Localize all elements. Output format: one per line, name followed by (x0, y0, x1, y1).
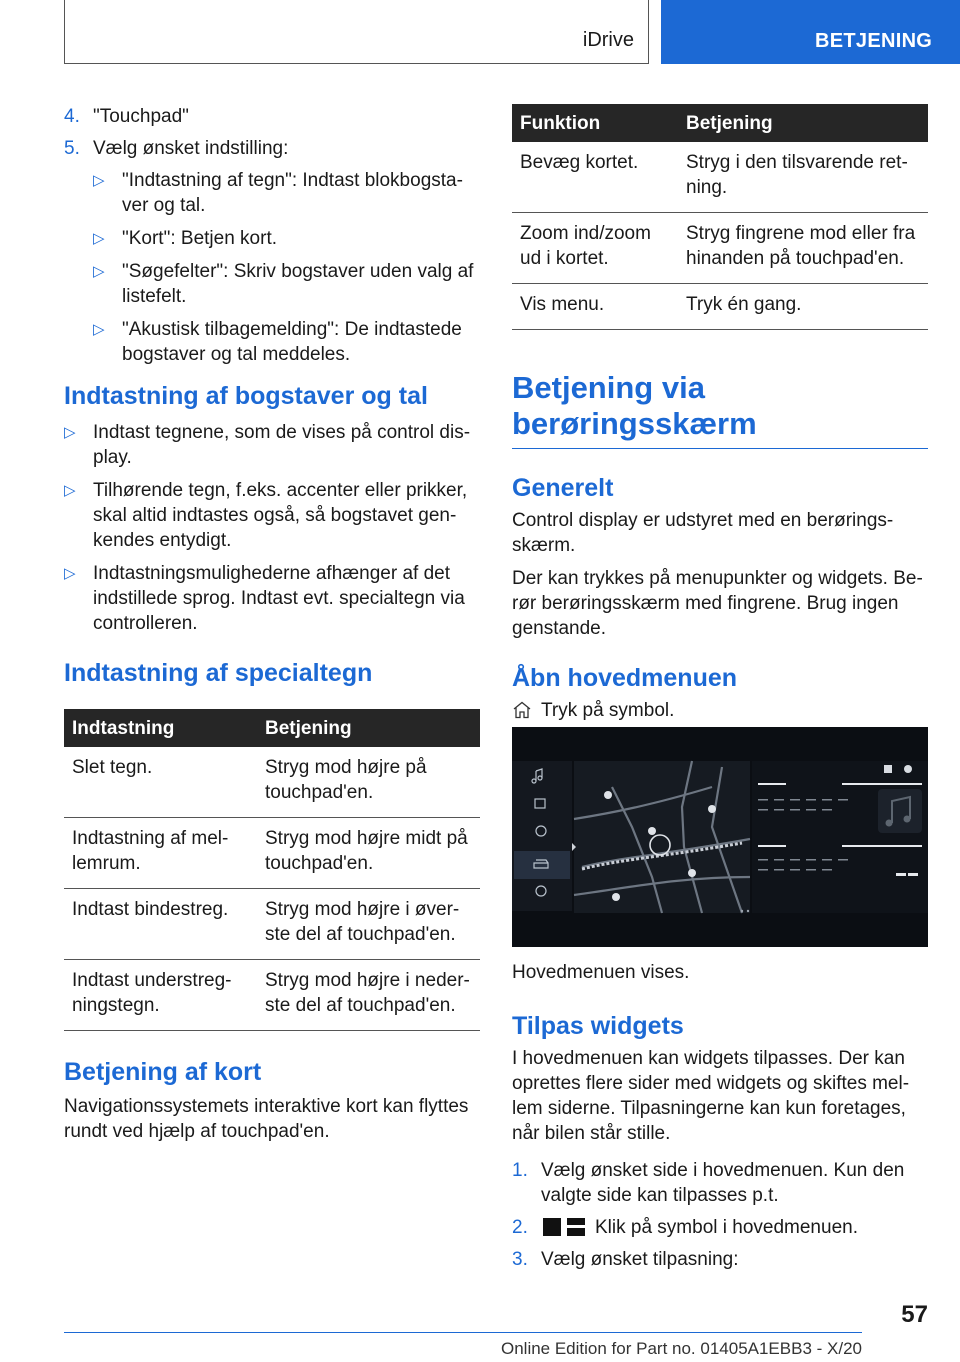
table-row: Slet tegn. Stryg mod højre på touchpad'en. (64, 747, 480, 818)
table-row: Indtast bindestreg. Stryg mod højre i øver‐ste del af touchpad'en. (64, 889, 480, 960)
special-table (64, 709, 480, 1031)
step5-options (64, 168, 480, 367)
step-text: Klik på symbol i hovedmenuen. (595, 1217, 858, 1238)
header-box (64, 0, 649, 64)
triangle-bullet-icon: ▷ (93, 263, 105, 280)
step-item (512, 1215, 928, 1240)
step-item (64, 136, 480, 161)
table-header-row (64, 709, 480, 747)
widgets-heading: Tilpas widgets (512, 1012, 684, 1040)
footer-rule (64, 1332, 862, 1333)
list-item: ▷ "Akustisk tilbagemelding": De indtastede bogstaver og tal meddeles. (93, 319, 462, 365)
home-icon (512, 701, 532, 719)
left-column (64, 104, 480, 1144)
general-paragraph-1: Control display er udstyret med en berørings‐skærm. (512, 510, 894, 556)
list-item: ▷ Indtast tegnene, som de vises på control dis‐play. (64, 422, 471, 468)
function-table (512, 104, 928, 330)
step-number: 3. (512, 1249, 528, 1270)
list-item: ▷ Tilhørende tegn, f.eks. accenter eller prikker, skal altid indtastes også, så bogstavet gen‐kendes entydigt. (64, 480, 468, 551)
step-item (512, 1247, 928, 1272)
step-item (64, 104, 480, 129)
right-column-lower (512, 960, 928, 1279)
chapter-tab (661, 0, 960, 64)
step-text: Vælg ønsket tilpasning: (541, 1249, 739, 1270)
triangle-bullet-icon: ▷ (93, 172, 105, 189)
open-menu-instruction (512, 698, 928, 723)
list-item: ▷ "Søgefelter": Skriv bogstaver uden valg af listefelt. (93, 261, 474, 307)
page-number: 57 (901, 1301, 928, 1328)
step-item (512, 1158, 928, 1208)
table-row: Indtast understreg‐ningstegn. Stryg mod højre i neder‐ste del af touchpad'en. (64, 960, 480, 1031)
widget-layout-icon (541, 1216, 587, 1236)
table-row: Bevæg kortet. Stryg i den tilsvarende ret‐ning. (512, 142, 928, 213)
map-heading: Betjening af kort (64, 1058, 262, 1086)
step-text: "Touchpad" (93, 106, 189, 127)
map-text: Navigationssystemets interaktive kort kan flyttes rundt ved hjælp af touchpad'en. (64, 1096, 469, 1142)
triangle-bullet-icon: ▷ (93, 230, 105, 247)
main-menu-screenshot (512, 727, 928, 947)
table-row: Indtastning af mel‐lemrum. Stryg mod højre midt på touchpad'en. (64, 818, 480, 889)
main-menu-illustration (512, 727, 928, 947)
table-row: Vis menu. Tryk én gang. (512, 284, 928, 330)
right-column (512, 104, 928, 723)
letters-heading: Indtastning af bogstaver og tal (64, 382, 428, 410)
table-header: Indtastning (64, 709, 257, 747)
chapter-title: BETJENING (815, 30, 933, 52)
step-number: 1. (512, 1160, 528, 1181)
table-header: Betjening (678, 104, 928, 142)
list-item: ▷ Indtastningsmulighederne afhænger af det indstillede sprog. Indtast evt. specialtegn via controlleren. (64, 563, 465, 634)
triangle-bullet-icon: ▷ (93, 321, 105, 338)
triangle-bullet-icon: ▷ (64, 482, 76, 499)
list-item: ▷ "Kort": Betjen kort. (93, 228, 277, 249)
touch-heading: Betjening via berøringsskærm (512, 370, 757, 441)
section-title: iDrive (582, 29, 634, 51)
footer-edition: Online Edition for Part no. 01405A1EBB3 - X/20 (500, 1339, 862, 1358)
step-number: 4. (64, 106, 80, 127)
triangle-bullet-icon: ▷ (64, 424, 76, 441)
general-heading: Generelt (512, 474, 614, 502)
open-menu-text: Tryk på symbol. (541, 700, 675, 721)
screenshot-caption: Hovedmenuen vises. (512, 962, 690, 983)
step-text: Vælg ønsket side i hovedmenuen. Kun den valgte side kan tilpasses p.t. (541, 1160, 905, 1206)
table-row: Zoom ind/zoom ud i kortet. Stryg fingrene mod eller fra hinanden på touchpad'en. (512, 213, 928, 284)
table-header: Funktion (512, 104, 678, 142)
triangle-bullet-icon: ▷ (64, 565, 76, 582)
table-header-row (512, 104, 928, 142)
widgets-text: I hovedmenuen kan widgets tilpasses. Der kan oprettes flere sider med widgets og skiftes mel‐lem siderne. Tilpasningerne kan kun foretages, når bilen står stille. (512, 1048, 910, 1144)
step-number: 2. (512, 1217, 528, 1238)
step-text: Vælg ønsket indstilling: (93, 138, 289, 159)
list-item: ▷ "Indtastning af tegn": Indtast blokbogsta‐ver og tal. (93, 170, 463, 216)
step-number: 5. (64, 138, 80, 159)
touch-heading-block (512, 370, 928, 449)
open-menu-heading: Åbn hovedmenuen (512, 664, 738, 692)
special-heading: Indtastning af specialtegn (64, 659, 373, 687)
table-header: Betjening (257, 709, 480, 747)
general-paragraph-2: Der kan trykkes på menupunkter og widgets. Be‐rør berøringsskærm med fingrene. Brug ingen genstande. (512, 568, 923, 639)
